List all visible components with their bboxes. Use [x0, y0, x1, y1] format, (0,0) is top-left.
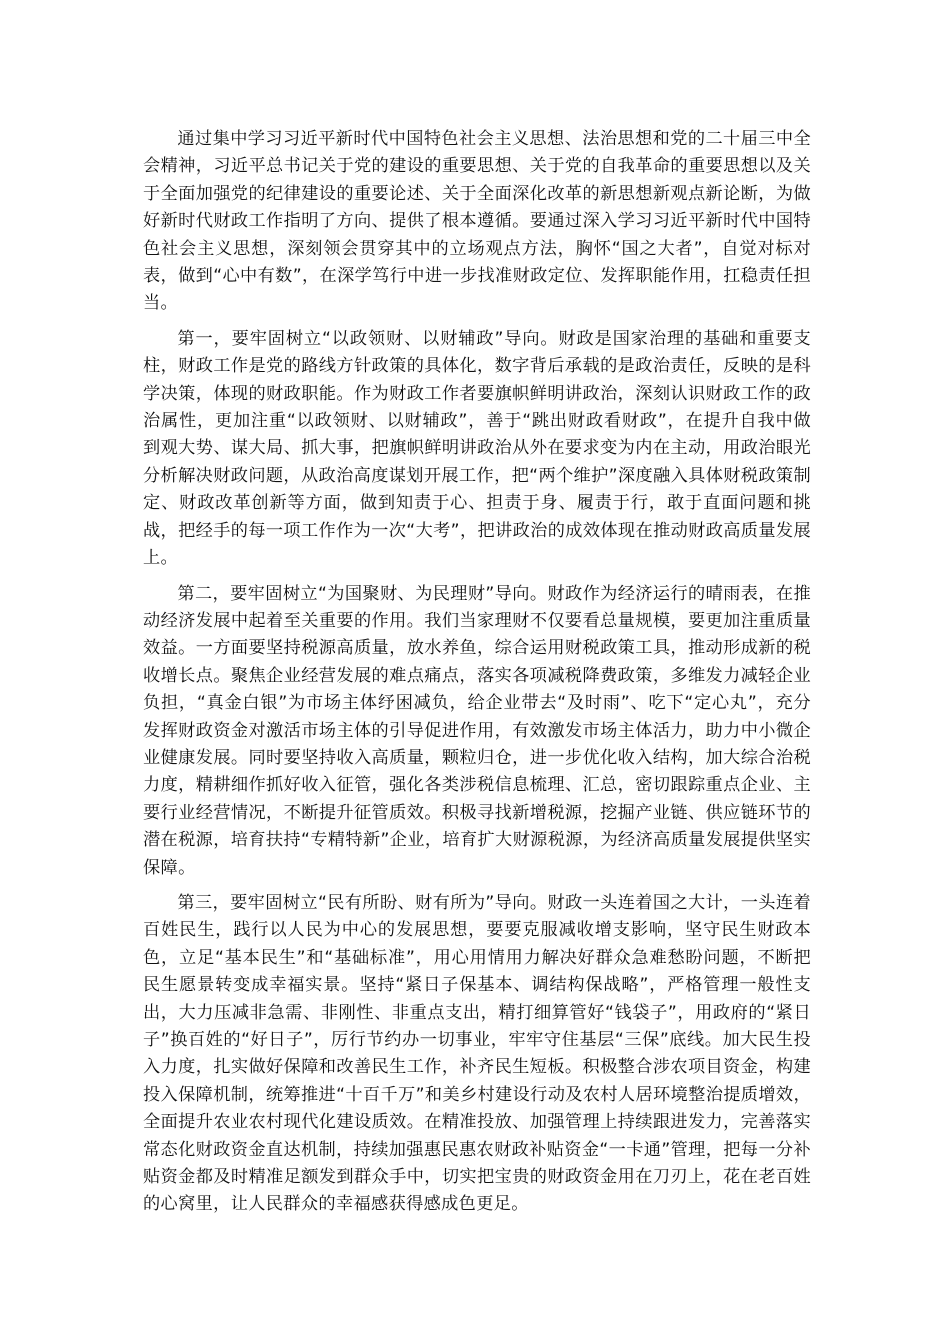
paragraph-lead: 第二，要牢固树立“为国聚财、为民理财”导向。 — [177, 583, 548, 604]
paragraph-text: 通过集中学习习近平新时代中国特色社会主义思想、法治思想和党的二十届三中全会精神，习近平总书记关于党的建设的重要思想、关于党的自我革命的重要思想以及关于全面加强党的纪律建设的重要论述、关于全面深化改革的新思想新观点新论断，为做好新时代财政工作指明了方向、提供了根本遵循。要通过深入学习习近平新时代中国特色社会主义思想，深刻领会贯穿其中的立场观点方法，胸怀“国之大者”，自觉对标对表，做到“心中有数”，在深学笃行中进一步找准财政定位、发挥职能作用，扛稳责任担当。 — [143, 129, 811, 314]
paragraph-lead: 第三，要牢固树立“民有所盼、财有所为”导向。 — [177, 892, 548, 913]
paragraph-third-point — [143, 890, 811, 1219]
paragraph-intro — [143, 126, 811, 318]
paragraph-text: 财政作为经济运行的晴雨表，在推动经济发展中起着至关重要的作用。我们当家理财不仅要看总量规模，要更加注重质量效益。一方面要坚持税源高质量，放水养鱼，综合运用财税政策工具，推动形成新的税收增长点。聚焦企业经营发展的难点痛点，落实各项减税降费政策，多维发力减轻企业负担，“真金白银”为市场主体纾困减负，给企业带去“及时雨”、吃下“定心丸”，充分发挥财政资金对激活市场主体的引导促进作用，有效激发市场主体活力，助力中小微企业健康发展。同时要坚持收入高质量，颗粒归仓，进一步优化收入结构，加大综合治税力度，精耕细作抓好收入征管，强化各类涉税信息梳理、汇总，密切跟踪重点企业、主要行业经营情况，不断提升征管质效。积极寻找新增税源，挖掘产业链、供应链环节的潜在税源，培育扶持“专精特新”企业，培育扩大财源税源，为经济高质量发展提供坚实保障。 — [143, 583, 811, 878]
paragraph-first-point — [143, 326, 811, 573]
paragraph-lead: 第一，要牢固树立“以政领财、以财辅政”导向。 — [177, 328, 559, 349]
document-body — [143, 126, 811, 1227]
paragraph-text: 财政是国家治理的基础和重要支柱，财政工作是党的路线方针政策的具体化，数字背后承载的是政治责任，反映的是科学决策，体现的财政职能。作为财政工作者要旗帜鲜明讲政治，深刻认识财政工作的政治属性，更加注重“以政领财、以财辅政”，善于“跳出财政看财政”，在提升自我中做到观大势、谋大局、抓大事，把旗帜鲜明讲政治从外在要求变为内在主动，用政治眼光分析解决财政问题，从政治高度谋划开展工作，把“两个维护”深度融入具体财税政策制定、财政改革创新等方面，做到知责于心、担责于身、履责于行，敢于直面问题和挑战，把经手的每一项工作作为一次“大考”，把讲政治的成效体现在推动财政高质量发展上。 — [143, 328, 811, 569]
paragraph-text: 财政一头连着国之大计，一头连着百姓民生，践行以人民为中心的发展思想，要要克服减收增支影响，坚守民生财政本色，立足“基本民生”和“基础标准”，用心用情用力解决好群众急难愁盼问题，不断把民生愿景转变成幸福实景。坚持“紧日子保基本、调结构保战略”，严格管理一般性支出，大力压减非急需、非刚性、非重点支出，精打细算管好“钱袋子”，用政府的“紧日子”换百姓的“好日子”，厉行节约办一切事业，牢牢守住基层“三保”底线。加大民生投入力度，扎实做好保障和改善民生工作，补齐民生短板。积极整合涉农项目资金，构建投入保障机制，统筹推进“十百千万”和美乡村建设行动及农村人居环境整治提质增效，全面提升农业农村现代化建设质效。在精准投放、加强管理上持续跟进发力，完善落实常态化财政资金直达机制，持续加强惠民惠农财政补贴资金“一卡通”管理，把每一分补贴资金都及时精准足额发到群众手中，切实把宝贵的财政资金用在刀刃上，花在老百姓的心窝里，让人民群众的幸福感获得感成色更足。 — [143, 892, 811, 1215]
paragraph-second-point — [143, 581, 811, 882]
